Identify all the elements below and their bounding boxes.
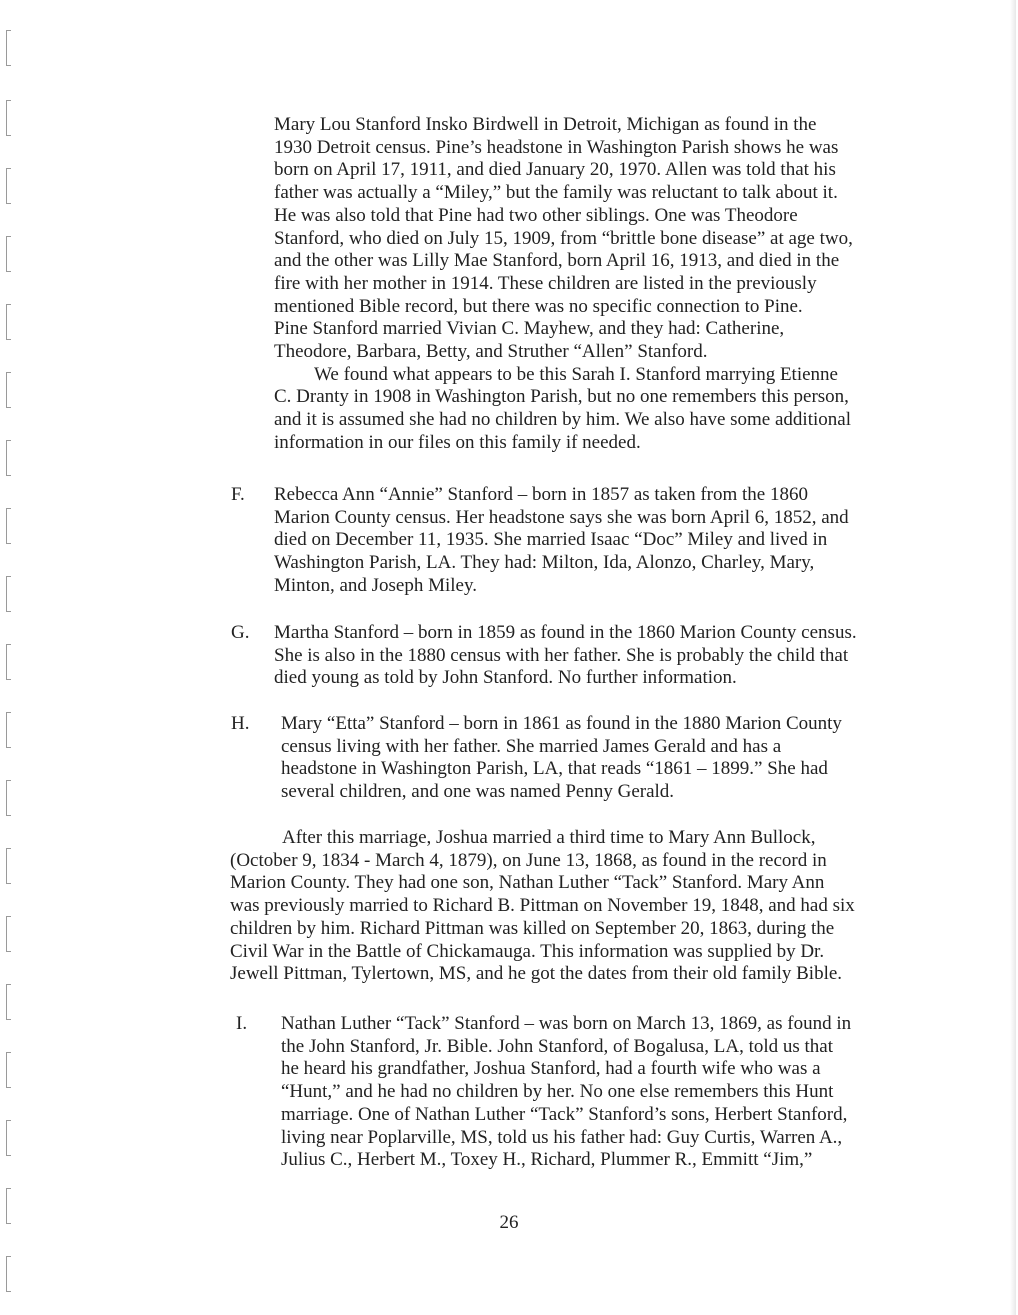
text-line: died on December 11, 1935. She married Isaac “Doc” Miley and lived in (274, 529, 828, 551)
text-line: She is also in the 1880 census with her father. She is probably the child that (274, 644, 849, 666)
binding-mark (6, 236, 11, 272)
text-line: mentioned Bible record, but there was no specific connection to Pine. (274, 295, 803, 317)
binding-mark (6, 100, 11, 136)
binding-mark (6, 712, 11, 748)
text-line: Mary “Etta” Stanford – born in 1861 as found in the 1880 Marion County (281, 713, 842, 734)
entry-label: G. (231, 622, 250, 643)
text-line: He was also told that Pine had two other siblings. One was Theodore (274, 204, 798, 226)
text-line: Martha Stanford – born in 1859 as found in the 1860 Marion County census. (274, 622, 857, 643)
text-line: Theodore, Barbara, Betty, and Struther “Allen” Stanford. (274, 341, 708, 363)
text-line: he heard his grandfather, Joshua Stanford, had a fourth wife who was a (281, 1058, 821, 1080)
text-line: Mary Lou Stanford Insko Birdwell in Detroit, Michigan as found in the (274, 114, 817, 135)
binding-mark (6, 916, 11, 952)
binding-mark (6, 372, 11, 408)
text-line: Washington Parish, LA. They had: Milton, Ida, Alonzo, Charley, Mary, (274, 552, 815, 574)
text-line: and the other was Lilly Mae Stanford, born April 16, 1913, and died in the (274, 250, 840, 272)
binding-mark (6, 644, 11, 680)
text-line: Civil War in the Battle of Chickamauga. This information was supplied by Dr. (230, 940, 825, 962)
text-line: marriage. One of Nathan Luther “Tack” Stanford’s sons, Herbert Stanford, (281, 1103, 848, 1125)
binding-mark (6, 30, 11, 66)
binding-mark (6, 780, 11, 816)
text-line: and it is assumed she had no children by him. We also have some additional (274, 409, 851, 431)
entry-g (274, 622, 857, 690)
text-line: Jewell Pittman, Tylertown, MS, and he got the dates from their old family Bible. (230, 963, 843, 985)
text-line: the John Stanford, Jr. Bible. John Stanford, of Bogalusa, LA, told us that (281, 1035, 834, 1057)
text-line: Rebecca Ann “Annie” Stanford – born in 1857 as taken from the 1860 (274, 484, 808, 505)
text-line: We found what appears to be this Sarah I. Stanford marrying Etienne (314, 363, 838, 385)
text-line: census living with her father. She married James Gerald and has a (281, 735, 782, 757)
entry-i (281, 1013, 851, 1172)
text-line: Minton, and Joseph Miley. (274, 574, 478, 596)
binding-mark (6, 848, 11, 884)
entry-label: I. (236, 1013, 248, 1034)
text-line: Stanford, who died on July 15, 1909, from “brittle bone disease” at age two, (274, 227, 853, 249)
text-line: Nathan Luther “Tack” Stanford – was born on March 13, 1869, as found in (281, 1013, 852, 1034)
marriage-paragraph (230, 827, 855, 986)
binding-mark (6, 576, 11, 612)
text-line: Marion County census. Her headstone says she was born April 6, 1852, and (274, 506, 849, 528)
text-line: information in our files on this family if needed. (274, 431, 641, 453)
binding-mark (6, 1052, 11, 1088)
text-line: Julius C., Herbert M., Toxey H., Richard, Plummer R., Emmitt “Jim,” (281, 1149, 813, 1171)
text-line: died young as told by John Stanford. No further information. (274, 667, 737, 689)
binding-mark (6, 984, 11, 1020)
text-line: “Hunt,” and he had no children by her. No one else remembers this Hunt (281, 1081, 834, 1103)
binding-mark (6, 1256, 11, 1292)
text-line: 1930 Detroit census. Pine’s headstone in Washington Parish shows he was (274, 136, 839, 158)
text-line: fire with her mother in 1914. These children are listed in the previously (274, 272, 817, 294)
text-line: headstone in Washington Parish, LA, that reads “1861 – 1899.” She had (281, 758, 828, 780)
binding-mark (6, 1120, 11, 1156)
binding-mark (6, 440, 11, 476)
binding-mark (6, 508, 11, 544)
text-line: children by him. Richard Pittman was killed on September 20, 1863, during the (230, 917, 835, 939)
text-line: Pine Stanford married Vivian C. Mayhew, and they had: Catherine, (274, 318, 785, 340)
text-line: father was actually a “Miley,” but the family was reluctant to talk about it. (274, 182, 838, 204)
page-edge-shadow (1010, 0, 1016, 1315)
binding-mark (6, 304, 11, 340)
text-line: Marion County. They had one son, Nathan Luther “Tack” Stanford. Mary Ann (230, 872, 825, 894)
text-line: C. Dranty in 1908 in Washington Parish, but no one remembers this person, (274, 386, 849, 408)
page-number: 26 (499, 1212, 519, 1233)
text-line: After this marriage, Joshua married a third time to Mary Ann Bullock, (282, 827, 816, 848)
entry-h (281, 713, 842, 804)
text-line: several children, and one was named Penny Gerald. (281, 781, 675, 803)
entry-label: H. (231, 713, 250, 734)
intro-paragraph (274, 114, 853, 455)
entry-f (274, 484, 849, 598)
text-line: born on April 17, 1911, and died January 20, 1970. Allen was told that his (274, 159, 836, 181)
text-line: was previously married to Richard B. Pittman on November 19, 1848, and had six (230, 895, 855, 917)
text-line: living near Poplarville, MS, told us his father had: Guy Curtis, Warren A., (281, 1126, 843, 1148)
entry-label: F. (231, 484, 245, 505)
binding-mark (6, 168, 11, 204)
text-line: (October 9, 1834 - March 4, 1879), on June 13, 1868, as found in the record in (230, 849, 827, 871)
